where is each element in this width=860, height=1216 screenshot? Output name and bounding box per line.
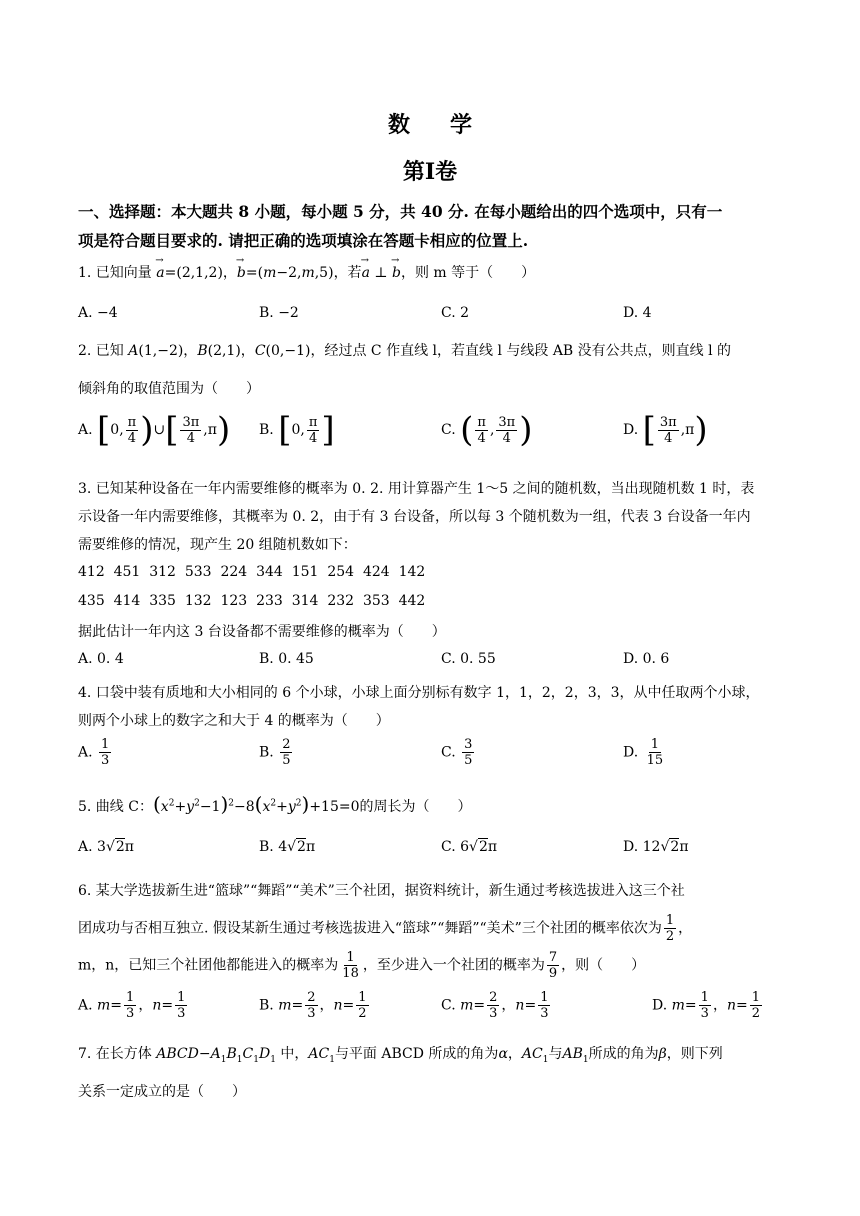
question-1: 1. 已知向量 → a=(2,1,2)，→ b=(m−2,m,5)，若→ a ⊥ → b，则 m 等于（ ） bbox=[78, 262, 535, 282]
q7-line-2: 关系一定成立的是（ ） bbox=[78, 1084, 246, 1100]
q3-line-2: 示设备一年内需要维修，其概率为 0. 2，由于有 3 台设备，所以每 3 个随机数为一组，代表 3 台设备一年内 bbox=[78, 509, 751, 525]
q3-option-a: A. 0. 4 bbox=[78, 651, 124, 667]
q6-line-2: 团成功与否相互独立. 假设某新生通过考核选拔进入“篮球”“舞蹈”“美术”三个社团的概率依次为 $\frac{1}{2}$ ， bbox=[78, 913, 693, 944]
page-title bbox=[0, 108, 860, 139]
section-heading bbox=[78, 197, 788, 255]
q4-line-2: 则两个小球上的数字之和大于 4 的概率为（ ） bbox=[78, 713, 390, 729]
q1-option-a: A. −4 bbox=[78, 305, 118, 321]
q2-option-b: B. [0, $\frac{\pi}{4}$ ] bbox=[259, 410, 335, 450]
q3-line-1: 3. 已知某种设备在一年内需要维修的概率为 0. 2. 用计算器产生 1～5 之间的随机数，当出现随机数 1 时，表 bbox=[78, 481, 755, 497]
q6-line-3: m，n，已知三个社团他都能进入的概率为 $\frac{1}{18}$ ，至少进入一个社团的概率为 $\frac{7}{9}$ ，则（ ） bbox=[78, 950, 646, 981]
q6-option-d: D. m= $\frac{1}{3}$ ，n= $\frac{1}{2}$ bbox=[652, 990, 760, 1021]
q3-line-3: 需要维修的情况，现产生 20 组随机数如下： bbox=[78, 537, 357, 553]
volume-heading: 第Ⅰ卷 bbox=[402, 159, 458, 185]
question-2: 2. 已知 A(1,−2)，B(2,1)，C(0,−1)，经过点 C 作直线 l，若直线 l 与线段 AB 没有公共点，则直线 l 的 bbox=[78, 343, 732, 359]
q5-option-d: D. 12√2π bbox=[623, 839, 689, 855]
question-5: 5. 曲线 C：$(x^2+y^2-1)^2-8(x^2+y^2)+15=0$的周长为（ ） bbox=[78, 792, 472, 816]
q5-option-b: B. 4√2π bbox=[259, 839, 316, 855]
title-char-1: 数 bbox=[387, 112, 410, 138]
q2-option-c: C. ( $\frac{\pi}{4}$ , $\frac{3\pi}{4}$ ) bbox=[441, 410, 533, 450]
q6-option-a: A. m= $\frac{1}{3}$ ，n= $\frac{1}{3}$ bbox=[78, 990, 186, 1021]
q6-option-c: C. m= $\frac{2}{3}$ ，n= $\frac{1}{3}$ bbox=[441, 990, 549, 1021]
q4-option-d: D. $\frac{1}{15}$ bbox=[623, 737, 664, 768]
q5-option-c: C. 6√2π bbox=[441, 839, 498, 855]
q2-option-a: A. [0, $\frac{\pi}{4}$ )∪[ $\frac{3\pi}{4}$ ,π) bbox=[78, 410, 231, 450]
q6-line-1: 6. 某大学选拔新生进“篮球”“舞蹈”“美术”三个社团，据资料统计，新生通过考核选拔进入这三个社 bbox=[78, 883, 685, 899]
q4-option-c: C. $\frac{3}{5}$ bbox=[441, 737, 473, 768]
title-char-2: 学 bbox=[450, 112, 473, 138]
q3-option-c: C. 0. 55 bbox=[441, 651, 496, 667]
q4-option-b: B. $\frac{2}{5}$ bbox=[259, 737, 291, 768]
section-line-2: 项是符合题目要求的. 请把正确的选项填涂在答题卡相应的位置上. bbox=[78, 231, 529, 250]
q1-option-d: D. 4 bbox=[623, 305, 652, 321]
q3-option-b: B. 0. 45 bbox=[259, 651, 314, 667]
q1-option-b: B. −2 bbox=[259, 305, 299, 321]
q2-line-2: 倾斜角的取值范围为（ ） bbox=[78, 381, 260, 397]
q6-option-b: B. m= $\frac{2}{3}$ ，n= $\frac{1}{2}$ bbox=[259, 990, 367, 1021]
q3-option-d: D. 0. 6 bbox=[623, 651, 670, 667]
q3-data-1: 412 451 312 533 224 344 151 254 424 142 bbox=[78, 564, 426, 580]
question-7: 7. 在长方体 $ABCD-A_1B_1C_1D_1$ 中，$AC_1$与平面 ABCD 所成的角为α，$AC_1$与$AB_1$所成的角为β，则下列 bbox=[78, 1046, 723, 1065]
q3-line-4: 据此估计一年内这 3 台设备都不需要维修的概率为（ ） bbox=[78, 624, 446, 640]
section-line-1: 一、选择题：本大题共 8 小题，每小题 5 分，共 40 分. 在每小题给出的四个选项中，只有一 bbox=[78, 202, 723, 221]
q4-option-a: A. $\frac{1}{3}$ bbox=[78, 737, 110, 768]
q5-option-a: A. 3√2π bbox=[78, 839, 134, 855]
q1-option-c: C. 2 bbox=[441, 305, 470, 321]
q2-option-d: D. [ $\frac{3\pi}{4}$ ,π) bbox=[623, 410, 708, 450]
q4-line-1: 4. 口袋中装有质地和大小相同的 6 个小球，小球上面分别标有数字 1，1，2，2，3，3，从中任取两个小球， bbox=[78, 685, 760, 701]
q3-data-2: 435 414 335 132 123 233 314 232 353 442 bbox=[78, 593, 426, 609]
